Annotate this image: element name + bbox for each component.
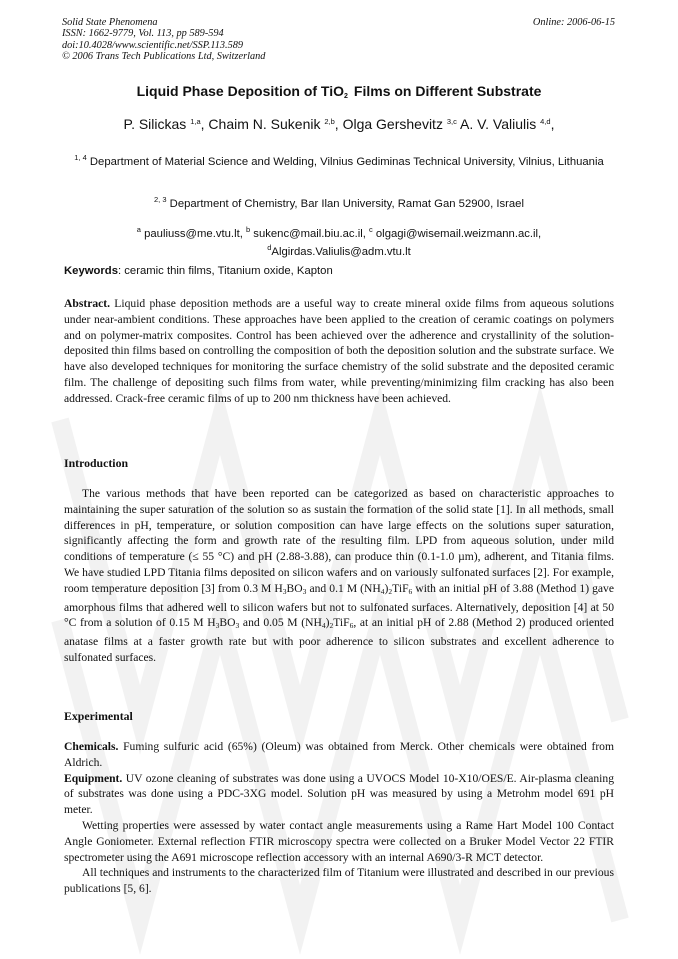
intro-text: ) <box>325 616 330 630</box>
author-name: P. Silickas <box>123 116 191 132</box>
equipment-paragraph <box>64 771 614 818</box>
abstract-paragraph <box>64 296 614 407</box>
affiliation-mark: 2, 3 <box>154 195 167 204</box>
email-mark: d <box>267 243 272 252</box>
author-name: A. V. Valiulis <box>459 116 541 132</box>
intro-text: BO <box>286 581 303 595</box>
keywords-label: Keywords <box>64 265 118 277</box>
affiliation-text: Department of Chemistry, Bar Ilan University, Ramat Gan 52900, Israel <box>166 198 524 210</box>
subscript: 2 <box>329 621 334 631</box>
copyright-line: © 2006 Trans Tech Publications Ltd, Switzerland <box>62 51 266 63</box>
email-address: olgagi@wisemail.weizmann.ac.il, <box>372 228 542 240</box>
email-mark: b <box>246 225 251 234</box>
subscript: 3 <box>282 586 287 596</box>
subscript: 6 <box>408 586 413 596</box>
subscript: 3 <box>235 621 240 631</box>
author-name: Olga Gershevitz <box>342 116 447 132</box>
email-address: pauliuss@me.vtu.lt, <box>140 228 246 240</box>
journal-name: Solid State Phenomena <box>62 17 158 28</box>
subscript: 4 <box>380 586 385 596</box>
journal-header <box>62 17 265 63</box>
author-separator: , <box>550 116 555 132</box>
abstract-label: Abstract. <box>64 297 111 310</box>
intro-text: The various methods that have been reported can be categorized as based on characteristic approaches to maintaining the super saturation of the solution so as sustain the formation of the solid state [1]. In all methods, small differences in pH, temperature, or solution composition can have large effects on the solutions super saturation, significantly affecting the form and growth rate of the resulting film. LPD from aqueous solution, under mild conditions of temperature (≤ 55 °C) and pH (2.88-3.88), can produce thin (0.1-1.0 µm), adherent, and Titania films. We have studied LPD Titania films deposited on silicon wafers and on variously sulfonated surfaces [2]. For example, room temperature deposition [3] from 0.3 M H <box>64 487 614 595</box>
introduction-paragraph <box>64 486 614 666</box>
author-name: Chaim N. Sukenik <box>208 116 325 132</box>
affiliation <box>66 192 612 212</box>
equipment-text: UV ozone cleaning of substrates was done using a UVOCS Model 10-X10/OES/E. Air-plasma cleaning of substrates was done using a PDC-3XG model. Solution pH was measured by using a Metrohm model 691 pH meter. <box>64 771 614 817</box>
paper-title <box>0 83 678 100</box>
title-subscript: 2 <box>344 93 348 100</box>
online-date: Online: 2006-06-15 <box>532 17 615 28</box>
introduction-heading: Introduction <box>64 456 129 470</box>
chemicals-text: Fuming sulfuric acid (65%) (Oleum) was obtained from Merck. Other chemicals were obtained from Aldrich. <box>64 740 614 769</box>
affiliation <box>66 150 612 170</box>
subscript: 6 <box>349 621 354 631</box>
author-separator: , <box>334 116 343 132</box>
chemicals-paragraph <box>64 739 614 771</box>
abstract-text: Liquid phase deposition methods are a useful way to create mineral oxide films from aqueous solutions under near-ambient conditions. These approaches have been applied to the creation of ceramic coatings on polymers and on polymer-matrix composites. Control has been achieved over the adherence and crystallinity of the solution-deposited thin films based on controlling the composition of both the deposition solution and the substrate surface. We have also developed techniques for monitoring the surface chemistry of the solid substrate and the deposited ceramic film. The challenge of depositing such films from water, while preventing/minimizing film cracking has also been addressed. Crack-free ceramic films of up to 200 nm thickness have been achieved. <box>64 297 614 405</box>
author-list <box>0 116 678 132</box>
keywords-line <box>64 265 333 277</box>
keywords-text: : ceramic thin films, Titanium oxide, Kapton <box>118 265 333 277</box>
title-prefix: Liquid Phase Deposition of TiO <box>136 83 345 99</box>
experimental-section <box>64 739 614 897</box>
wetting-paragraph: Wetting properties were assessed by water contact angle measurements using a Rame Hart Model 100 Contact Angle Goniometer. External reflection FTIR microscopy spectra were collected on a Bruker Model Vector 22 FTIR spectrometer using the A691 microscope reflection accessory with an internal A690/3-R MCT detector. <box>64 818 614 864</box>
equipment-label: Equipment. <box>64 771 123 785</box>
intro-text: TiF <box>392 581 409 595</box>
doi-line: doi:10.4028/www.scientific.net/SSP.113.589 <box>62 39 244 51</box>
author-affiliation-mark: 1,a <box>190 117 201 126</box>
intro-text: , at an initial pH of 2.88 (Method 2) produced oriented anatase films at a faster growth rate but with poor adherence to silicon substrates and excellent adherence to sulfonated surfaces. <box>64 616 614 664</box>
email-mark: a <box>136 225 141 234</box>
author-affiliation-mark: 3,c <box>446 117 457 126</box>
intro-text: and 0.1 M (NH <box>306 581 381 595</box>
intro-text: and 0.05 M (NH <box>239 616 322 630</box>
chemicals-label: Chemicals. <box>64 740 119 753</box>
email-mark: c <box>369 225 373 234</box>
title-suffix: Films on Different Substrate <box>353 83 542 99</box>
author-emails <box>66 223 612 259</box>
issn-line: ISSN: 1662-9779, Vol. 113, pp 589-594 <box>62 28 224 40</box>
subscript: 4 <box>321 621 326 631</box>
author-separator: , <box>200 116 209 132</box>
intro-text: TiF <box>333 616 350 630</box>
subscript: 3 <box>302 586 307 596</box>
email-address: sukenc@mail.biu.ac.il, <box>250 228 370 240</box>
intro-text: ) <box>384 581 389 595</box>
subscript: 3 <box>215 621 220 631</box>
author-affiliation-mark: 2,b <box>324 117 335 126</box>
experimental-heading: Experimental <box>64 709 133 723</box>
intro-text: BO <box>219 616 236 630</box>
techniques-paragraph: All techniques and instruments to the characterized film of Titanium were illustrated and described in our previous publications [5, 6]. <box>64 866 614 896</box>
affiliation-text: Department of Material Science and Welding, Vilnius Gediminas Technical University, Vilnius, Lithuania <box>86 156 604 168</box>
intro-text: with an initial pH of 3.88 (Method 1) gave amorphous films that adhered well to silicon wafers but not to sulfonated surfaces. Alternatively, deposition [4] at 50 °C from a solution of 0.15 M H <box>64 581 614 630</box>
affiliation-mark: 1, 4 <box>74 153 87 162</box>
subscript: 2 <box>388 586 393 596</box>
email-address: Algirdas.Valiulis@adm.vtu.lt <box>271 246 411 258</box>
author-affiliation-mark: 4,d <box>540 117 551 126</box>
